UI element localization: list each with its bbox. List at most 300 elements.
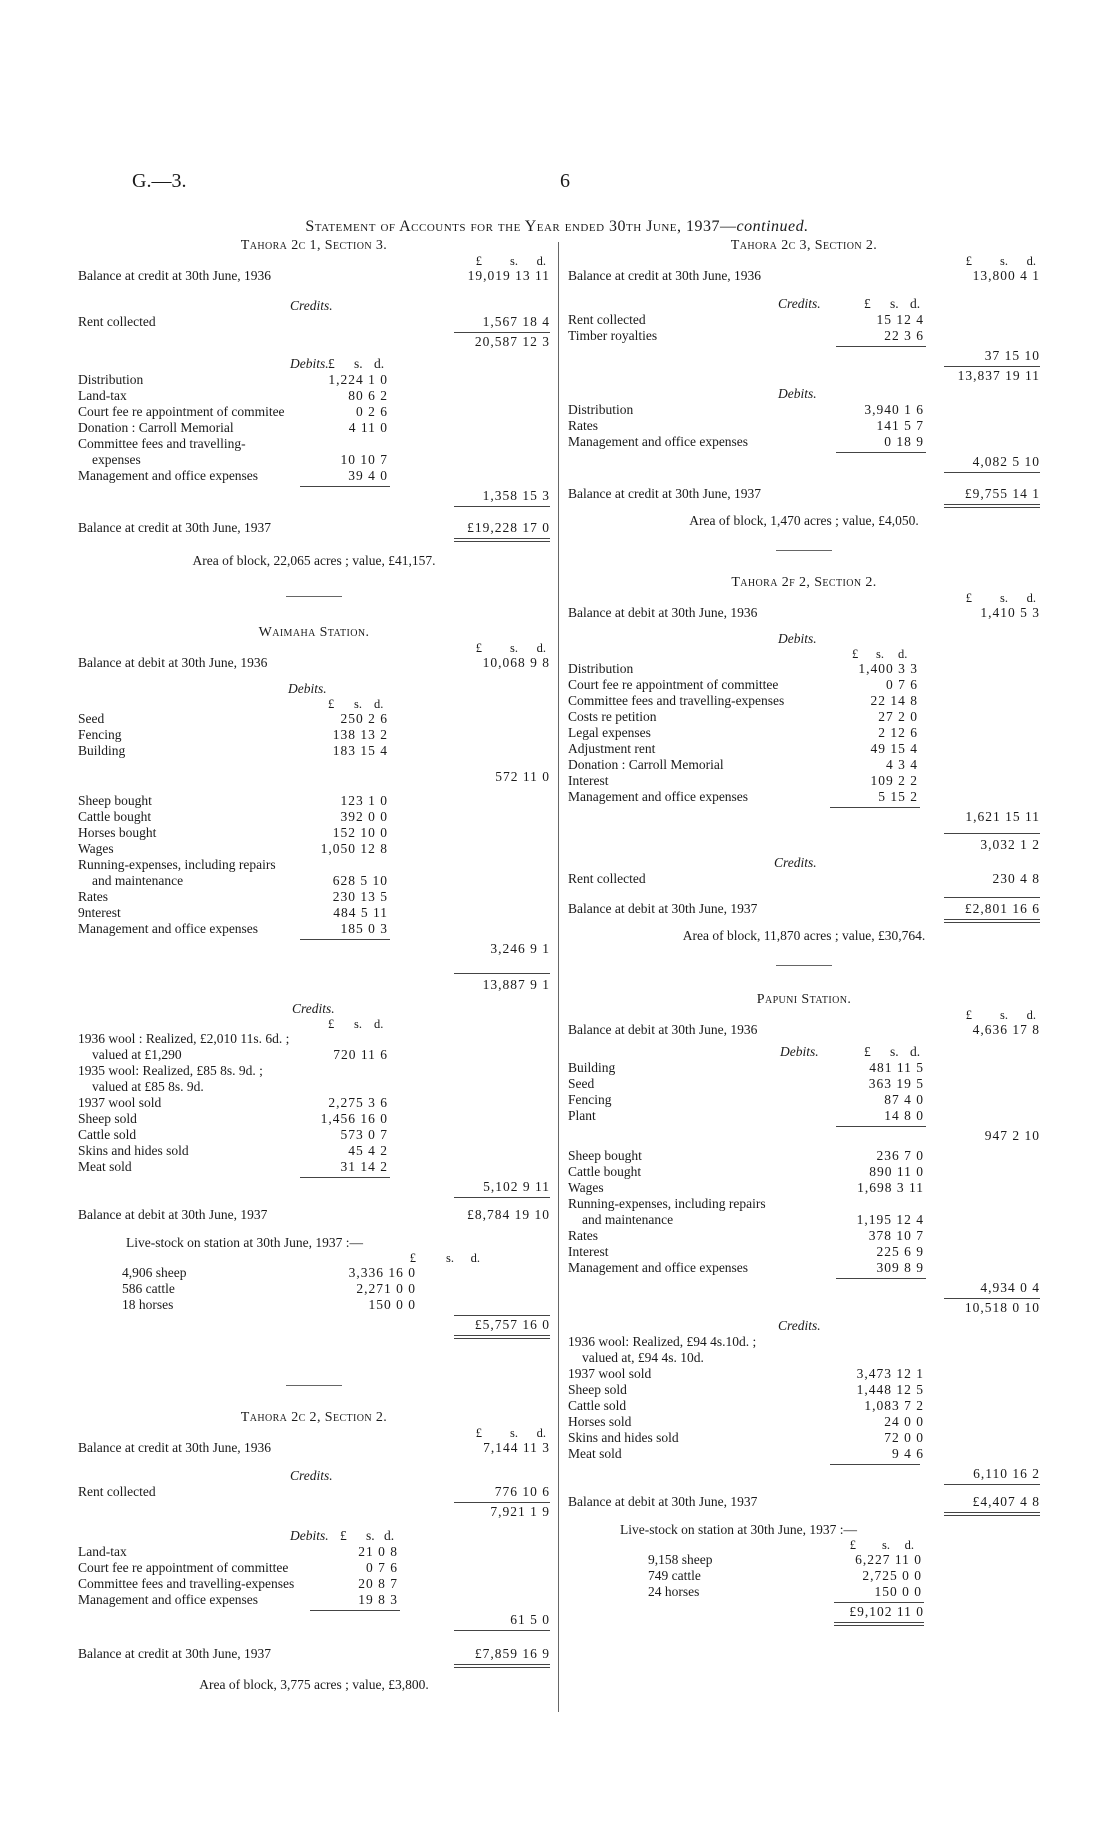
currency-header: £ s. d.: [475, 254, 546, 268]
ledger-row: [78, 921, 550, 937]
ledger-label: Distribution: [78, 372, 144, 387]
ledger-label: Wages: [78, 841, 114, 856]
ledger-row: [568, 1334, 1040, 1350]
ledger-label: 1935 wool: Realized, £85 8s. 9d. ;: [78, 1063, 263, 1078]
ledger-label: Interest: [568, 1244, 609, 1259]
section-title: Tahora 2c 3, Section 2.: [730, 238, 878, 253]
ledger-label: Meat sold: [78, 1159, 132, 1174]
ledger-row: [568, 757, 1040, 773]
ledger-row: [568, 1180, 1040, 1196]
credits-caption: Credits. £ s. d.: [778, 296, 921, 311]
ledger-amount: 628 5 10: [332, 873, 388, 888]
opening-balance: Balance at credit at 30th June, 1936 7,144 11 3: [78, 1440, 550, 1455]
ledger-label: valued at, £94 4s. 10d.: [582, 1350, 704, 1365]
ledger-label: Management and office expenses: [78, 468, 259, 483]
ledger-row: [78, 1560, 550, 1576]
ledger-amount: 123 1 0: [340, 793, 388, 808]
currency-header: £ s. d.: [328, 697, 384, 711]
livestock-caption: Live-stock on station at 30th June, 1937 :—: [620, 1522, 857, 1537]
debits-list: [568, 402, 1040, 450]
ledger-row: [568, 1446, 1040, 1462]
ledger-amount: 22 3 6: [884, 328, 924, 343]
debits-list: [78, 1544, 550, 1608]
ledger-row: [78, 1095, 550, 1111]
ledger-amount: 484 5 11: [333, 905, 388, 920]
section-tahora-2c1: [78, 238, 550, 570]
ledger-label: Distribution: [568, 661, 634, 676]
ledger-row: [78, 1544, 550, 1560]
ledger-label: 1936 wool : Realized, £2,010 11s. 6d. ;: [78, 1031, 290, 1046]
ledger-row: [78, 1047, 550, 1063]
closing-balance: Balance at credit at 30th June, 1937 £7,859 16 9: [78, 1646, 550, 1661]
ledger-label: valued at £1,290: [92, 1047, 182, 1062]
closing-balance: Balance at credit at 30th June, 1937 £19,228 17 0: [78, 520, 550, 535]
ledger-amount: 1,195 12 4: [856, 1212, 924, 1227]
ledger-row: [568, 1164, 1040, 1180]
ledger-amount: 2,271 0 0: [356, 1281, 416, 1296]
ledger-label: Plant: [568, 1108, 596, 1123]
ledger-amount: 27 2 0: [878, 709, 918, 724]
separator: [776, 965, 832, 966]
ledger-row: [568, 1366, 1040, 1382]
currency-header: £ s. d.: [849, 1538, 914, 1552]
ledger-row: [78, 1079, 550, 1095]
group1-total: 572 11 0: [495, 769, 550, 784]
ledger-amount: 0 18 9: [884, 434, 924, 449]
ledger-row: [78, 1297, 550, 1313]
ledger-row: [568, 328, 1040, 344]
ledger-amount: 363 19 5: [868, 1076, 924, 1091]
ledger-amount: 21 0 8: [358, 1544, 398, 1559]
ledger-row: [78, 1576, 550, 1592]
ledger-row: [78, 1159, 550, 1175]
credits-caption: Credits.: [290, 1468, 333, 1483]
rent-collected: Rent collected 1,567 18 4: [78, 314, 550, 329]
ledger-label: Fencing: [568, 1092, 612, 1107]
ledger-row: [78, 711, 550, 727]
ledger-label: expenses: [92, 452, 141, 467]
livestock-list: [568, 1552, 1040, 1600]
section-tahora-2c2: [78, 1410, 550, 1694]
ledger-amount: 573 0 7: [340, 1127, 388, 1142]
ledger-row: [78, 809, 550, 825]
debits-caption: Debits.: [778, 386, 817, 401]
ledger-label: 24 horses: [648, 1584, 700, 1599]
opening-balance: Balance at debit at 30th June, 1936 10,068 9 8: [78, 655, 550, 670]
ledger-amount: 0 2 6: [356, 404, 388, 419]
ledger-row: [78, 372, 550, 388]
ledger-label: Sheep bought: [78, 793, 152, 808]
section-title: Papuni Station.: [756, 992, 852, 1007]
currency-header: £ s. d.: [965, 1008, 1036, 1022]
ledger-amount: 15 12 4: [876, 312, 924, 327]
ledger-label: Horses sold: [568, 1414, 632, 1429]
ledger-row: [568, 1196, 1040, 1212]
statement-title-main: Statement of Accounts for the Year ended 30th June, 1937—: [305, 218, 737, 235]
opening-balance: Balance at credit at 30th June, 1936 13,800 4 1: [568, 268, 1040, 283]
ledger-amount: 72 0 0: [884, 1430, 924, 1445]
ledger-label: Management and office expenses: [78, 921, 259, 936]
ledger-row: [568, 773, 1040, 789]
ledger-row: [568, 312, 1040, 328]
credits-caption: Credits.: [290, 298, 333, 313]
ledger-label: Cattle bought: [78, 809, 152, 824]
ledger-row: [568, 1148, 1040, 1164]
livestock-caption: Live-stock on station at 30th June, 1937 :—: [126, 1235, 363, 1250]
currency-header: £ s. d.: [852, 647, 908, 661]
subtotal: 10,518 0 10: [964, 1300, 1040, 1315]
ledger-label: 1936 wool: Realized, £94 4s.10d. ;: [568, 1334, 757, 1349]
credits-caption: Credits.: [774, 855, 817, 870]
ledger-row: [78, 1031, 550, 1047]
ledger-label: Committee fees and travelling-: [78, 436, 246, 451]
ledger-row: [78, 1592, 550, 1608]
credits-total: 6,110 16 2: [973, 1466, 1040, 1481]
ledger-amount: 378 10 7: [868, 1228, 924, 1243]
ledger-label: and maintenance: [92, 873, 184, 888]
currency-header: £ s. d.: [965, 254, 1036, 268]
ledger-label: Rates: [568, 1228, 598, 1243]
ledger-amount: 0 7 6: [886, 677, 918, 692]
ledger-row: [78, 420, 550, 436]
ledger-label: Court fee re appointment of committee: [568, 677, 779, 692]
ledger-row: [78, 857, 550, 873]
debits-caption: Debits. £ s. d.: [780, 1044, 921, 1059]
ledger-amount: 3,336 16 0: [348, 1265, 416, 1280]
ledger-amount: 31 14 2: [340, 1159, 388, 1174]
ledger-label: Management and office expenses: [568, 789, 749, 804]
livestock-total: £9,102 11 0: [849, 1604, 924, 1619]
ledger-label: Running-expenses, including repairs: [78, 857, 276, 872]
ledger-label: 1937 wool sold: [568, 1366, 652, 1381]
ledger-amount: 39 4 0: [348, 468, 388, 483]
ledger-amount: 230 13 5: [332, 889, 388, 904]
section-title: Tahora 2f 2, Section 2.: [731, 575, 877, 590]
debits-group-2: [568, 1148, 1040, 1276]
ledger-amount: 150 0 0: [368, 1297, 416, 1312]
ledger-row: [78, 1111, 550, 1127]
ledger-amount: 6,227 11 0: [855, 1552, 922, 1567]
ledger-amount: 22 14 8: [870, 693, 918, 708]
section-papuni-station: [568, 992, 1040, 1626]
ledger-row: [568, 1212, 1040, 1228]
ledger-amount: 20 8 7: [358, 1576, 398, 1591]
currency-header: £ s. d.: [475, 641, 546, 655]
ledger-row: [568, 1552, 1040, 1568]
ledger-row: [568, 1092, 1040, 1108]
ledger-amount: 392 0 0: [340, 809, 388, 824]
ledger-label: Management and office expenses: [568, 1260, 749, 1275]
credits-caption: Credits.: [778, 1318, 821, 1333]
ledger-amount: 0 7 6: [366, 1560, 398, 1575]
ledger-label: Seed: [568, 1076, 595, 1091]
ledger-row: [78, 388, 550, 404]
ledger-amount: 2,725 0 0: [862, 1568, 922, 1583]
ledger-row: [568, 1382, 1040, 1398]
debits-total: 4,082 5 10: [972, 454, 1040, 469]
left-column: [78, 238, 550, 1694]
column-divider: [558, 242, 559, 1712]
ledger-label: Management and office expenses: [78, 1592, 259, 1607]
opening-balance: Balance at debit at 30th June, 1936 1,410 5 3: [568, 605, 1040, 620]
ledger-label: Rent collected: [568, 312, 646, 327]
debits-caption: Debits. £ s. d.: [290, 356, 385, 371]
ledger-amount: 19 8 3: [358, 1592, 398, 1607]
ledger-label: Legal expenses: [568, 725, 651, 740]
area-note: Area of block, 22,065 acres ; value, £41,157.: [192, 553, 436, 568]
ledger-row: [568, 725, 1040, 741]
ledger-amount: 720 11 6: [333, 1047, 388, 1062]
ledger-label: Skins and hides sold: [568, 1430, 679, 1445]
ledger-label: 9,158 sheep: [648, 1552, 713, 1567]
ledger-label: Committee fees and travelling-expenses: [78, 1576, 295, 1591]
ledger-label: 586 cattle: [122, 1281, 175, 1296]
ledger-row: [78, 1281, 550, 1297]
ledger-row: [568, 677, 1040, 693]
ledger-row: [568, 1060, 1040, 1076]
closing-balance: Balance at credit at 30th June, 1937 £9,755 14 1: [568, 486, 1040, 501]
ledger-label: Running-expenses, including repairs: [568, 1196, 766, 1211]
ledger-amount: 2 12 6: [878, 725, 918, 740]
debits-total: 1,621 15 11: [965, 809, 1040, 824]
ledger-label: Interest: [568, 773, 609, 788]
ledger-label: Donation : Carroll Memorial: [568, 757, 724, 772]
opening-balance: Balance at credit at 30th June, 1936 19,019 13 11: [78, 268, 550, 283]
ledger-amount: 9 4 6: [892, 1446, 924, 1461]
ledger-amount: 152 10 0: [332, 825, 388, 840]
ledger-amount: 10 10 7: [340, 452, 388, 467]
ledger-label: Committee fees and travelling-expenses: [568, 693, 785, 708]
ledger-label: Sheep sold: [568, 1382, 627, 1397]
ledger-row: [78, 889, 550, 905]
ledger-label: Seed: [78, 711, 105, 726]
section-title: Tahora 2c 1, Section 3.: [240, 238, 388, 253]
ledger-row: [568, 1350, 1040, 1366]
ledger-row: [568, 789, 1040, 805]
livestock-list: [78, 1265, 550, 1313]
ledger-label: valued at £85 8s. 9d.: [92, 1079, 204, 1094]
ledger-amount: 4 3 4: [886, 757, 918, 772]
ledger-label: Sheep sold: [78, 1111, 137, 1126]
ledger-row: [78, 468, 550, 484]
credits-list: [568, 312, 1040, 344]
ledger-row: [568, 402, 1040, 418]
page-number: 6: [560, 170, 570, 192]
ledger-row: [568, 1414, 1040, 1430]
ledger-label: 4,906 sheep: [122, 1265, 187, 1280]
ledger-label: and maintenance: [582, 1212, 674, 1227]
debits-group-1: [78, 711, 550, 759]
ledger-label: Costs re petition: [568, 709, 657, 724]
credits-list: [78, 1031, 550, 1175]
subtotal: 13,887 9 1: [482, 977, 550, 992]
closing-balance: Balance at debit at 30th June, 1937 £4,407 4 8: [568, 1494, 1040, 1509]
ledger-row: [78, 1265, 550, 1281]
group2-total: 4,934 0 4: [980, 1280, 1040, 1295]
group2-total: 3,246 9 1: [490, 941, 550, 956]
ledger-label: 9nterest: [78, 905, 121, 920]
ledger-row: [78, 1143, 550, 1159]
ledger-amount: 1,050 12 8: [320, 841, 388, 856]
ledger-amount: 150 0 0: [874, 1584, 922, 1599]
ledger-amount: 481 11 5: [869, 1060, 924, 1075]
ledger-row: [568, 1108, 1040, 1124]
ledger-row: [568, 1430, 1040, 1446]
subtotal: 3,032 1 2: [980, 837, 1040, 852]
debits-group-1: [568, 1060, 1040, 1124]
currency-header: £ s. d.: [328, 1017, 384, 1031]
ledger-row: [78, 1063, 550, 1079]
ledger-amount: 45 4 2: [348, 1143, 388, 1158]
separator: [776, 550, 832, 551]
area-note: Area of block, 11,870 acres ; value, £30,764.: [682, 928, 926, 943]
section-waimaha-station: [78, 625, 550, 1339]
ledger-row: [568, 1398, 1040, 1414]
ledger-amount: 3,940 1 6: [864, 402, 924, 417]
ledger-label: Wages: [568, 1180, 604, 1195]
page-header-left: G.—3.: [132, 170, 187, 192]
ledger-amount: 225 6 9: [876, 1244, 924, 1259]
currency-header: £ s. d.: [409, 1251, 480, 1265]
ledger-label: Court fee re appointment of commitee: [78, 404, 285, 419]
section-tahora-2c3: [568, 238, 1040, 530]
ledger-amount: 250 2 6: [340, 711, 388, 726]
opening-balance: Balance at debit at 30th June, 1936 4,636 17 8: [568, 1022, 1040, 1037]
ledger-amount: 3,473 12 1: [856, 1366, 924, 1381]
ledger-row: [78, 825, 550, 841]
ledger-label: Rates: [568, 418, 598, 433]
ledger-label: Skins and hides sold: [78, 1143, 189, 1158]
rent-collected: Rent collected 776 10 6: [78, 1484, 550, 1499]
ledger-amount: 183 15 4: [332, 743, 388, 758]
ledger-label: Court fee re appointment of committee: [78, 1560, 289, 1575]
ledger-label: Management and office expenses: [568, 434, 749, 449]
ledger-row: [568, 1076, 1040, 1092]
ledger-amount: 309 8 9: [876, 1260, 924, 1275]
ledger-row: [78, 841, 550, 857]
closing-balance: Balance at debit at 30th June, 1937 £2,801 16 6: [568, 901, 1040, 916]
area-note: Area of block, 1,470 acres ; value, £4,050.: [689, 513, 919, 528]
ledger-label: Timber royalties: [568, 328, 658, 343]
ledger-row: [78, 404, 550, 420]
ledger-row: [568, 1228, 1040, 1244]
debits-total: 1,358 15 3: [482, 488, 550, 503]
debits-caption: Debits.: [288, 681, 327, 696]
subtotal: 7,921 1 9: [490, 1504, 550, 1519]
ledger-row: [78, 905, 550, 921]
ledger-label: Donation : Carroll Memorial: [78, 420, 234, 435]
ledger-amount: 1,083 7 2: [864, 1398, 924, 1413]
ledger-label: Building: [78, 743, 126, 758]
ledger-row: [568, 1244, 1040, 1260]
ledger-row: [78, 1127, 550, 1143]
statement-title: [0, 218, 1114, 236]
ledger-amount: 138 13 2: [332, 727, 388, 742]
ledger-row: [568, 1584, 1040, 1600]
ledger-row: [78, 452, 550, 468]
ledger-label: Cattle sold: [78, 1127, 137, 1142]
ledger-row: [568, 418, 1040, 434]
statement-title-cont: continued.: [736, 218, 809, 235]
credits-list: [568, 1334, 1040, 1462]
ledger-row: [78, 793, 550, 809]
separator: [286, 596, 342, 597]
section-tahora-2f2: [568, 575, 1040, 945]
ledger-label: Land-tax: [78, 1544, 127, 1559]
ledger-label: Fencing: [78, 727, 122, 742]
group1-total: 947 2 10: [984, 1128, 1040, 1143]
ledger-amount: 236 7 0: [876, 1148, 924, 1163]
currency-header: £ s. d.: [475, 1426, 546, 1440]
area-note: Area of block, 3,775 acres ; value, £3,800.: [199, 1677, 429, 1692]
ledger-amount: 80 6 2: [348, 388, 388, 403]
ledger-row: [568, 661, 1040, 677]
ledger-row: [568, 1260, 1040, 1276]
ledger-row: [568, 693, 1040, 709]
debits-list: [568, 661, 1040, 805]
ledger-row: [78, 727, 550, 743]
section-title: Waimaha Station.: [258, 625, 370, 640]
ledger-amount: 49 15 4: [870, 741, 918, 756]
ledger-amount: 141 5 7: [876, 418, 924, 433]
debits-list: [78, 372, 550, 484]
debits-group-2: [78, 793, 550, 937]
ledger-label: Distribution: [568, 402, 634, 417]
ledger-row: [568, 741, 1040, 757]
currency-header: £ s. d.: [965, 591, 1036, 605]
ledger-amount: 5 15 2: [878, 789, 918, 804]
ledger-amount: 4 11 0: [348, 420, 388, 435]
debits-caption: Debits.: [778, 631, 817, 646]
ledger-label: Cattle bought: [568, 1164, 642, 1179]
debits-total: 61 5 0: [510, 1612, 550, 1627]
livestock-total: £5,757 16 0: [474, 1317, 550, 1332]
ledger-amount: 1,448 12 5: [856, 1382, 924, 1397]
ledger-label: Horses bought: [78, 825, 157, 840]
ledger-label: Adjustment rent: [568, 741, 656, 756]
ledger-label: Rates: [78, 889, 108, 904]
right-column: [568, 238, 1040, 1626]
section-title: Tahora 2c 2, Section 2.: [240, 1410, 388, 1425]
ledger-row: [78, 873, 550, 889]
closing-balance: Balance at debit at 30th June, 1937 £8,784 19 10: [78, 1207, 550, 1222]
ledger-amount: 1,456 16 0: [320, 1111, 388, 1126]
ledger-amount: 1,400 3 3: [858, 661, 918, 676]
credits-total: 5,102 9 11: [483, 1179, 550, 1194]
subtotal: 13,837 19 11: [957, 368, 1040, 383]
ledger-label: 18 horses: [122, 1297, 174, 1312]
debits-caption: Debits. £ s. d.: [290, 1528, 395, 1543]
ledger-amount: 185 0 3: [340, 921, 388, 936]
ledger-amount: 890 11 0: [869, 1164, 924, 1179]
separator: [286, 1385, 342, 1386]
ledger-label: Sheep bought: [568, 1148, 642, 1163]
ledger-label: Building: [568, 1060, 616, 1075]
ledger-amount: 1,224 1 0: [328, 372, 388, 387]
ledger-label: 1937 wool sold: [78, 1095, 162, 1110]
ledger-amount: 109 2 2: [870, 773, 918, 788]
ledger-label: 749 cattle: [648, 1568, 701, 1583]
ledger-label: Cattle sold: [568, 1398, 627, 1413]
ledger-amount: 14 8 0: [884, 1108, 924, 1123]
ledger-amount: 24 0 0: [884, 1414, 924, 1429]
ledger-amount: 1,698 3 11: [857, 1180, 924, 1195]
credits-total: 37 15 10: [984, 348, 1040, 363]
ledger-row: [568, 434, 1040, 450]
ledger-row: [568, 1568, 1040, 1584]
ledger-amount: 2,275 3 6: [328, 1095, 388, 1110]
subtotal: 20,587 12 3: [474, 334, 550, 349]
